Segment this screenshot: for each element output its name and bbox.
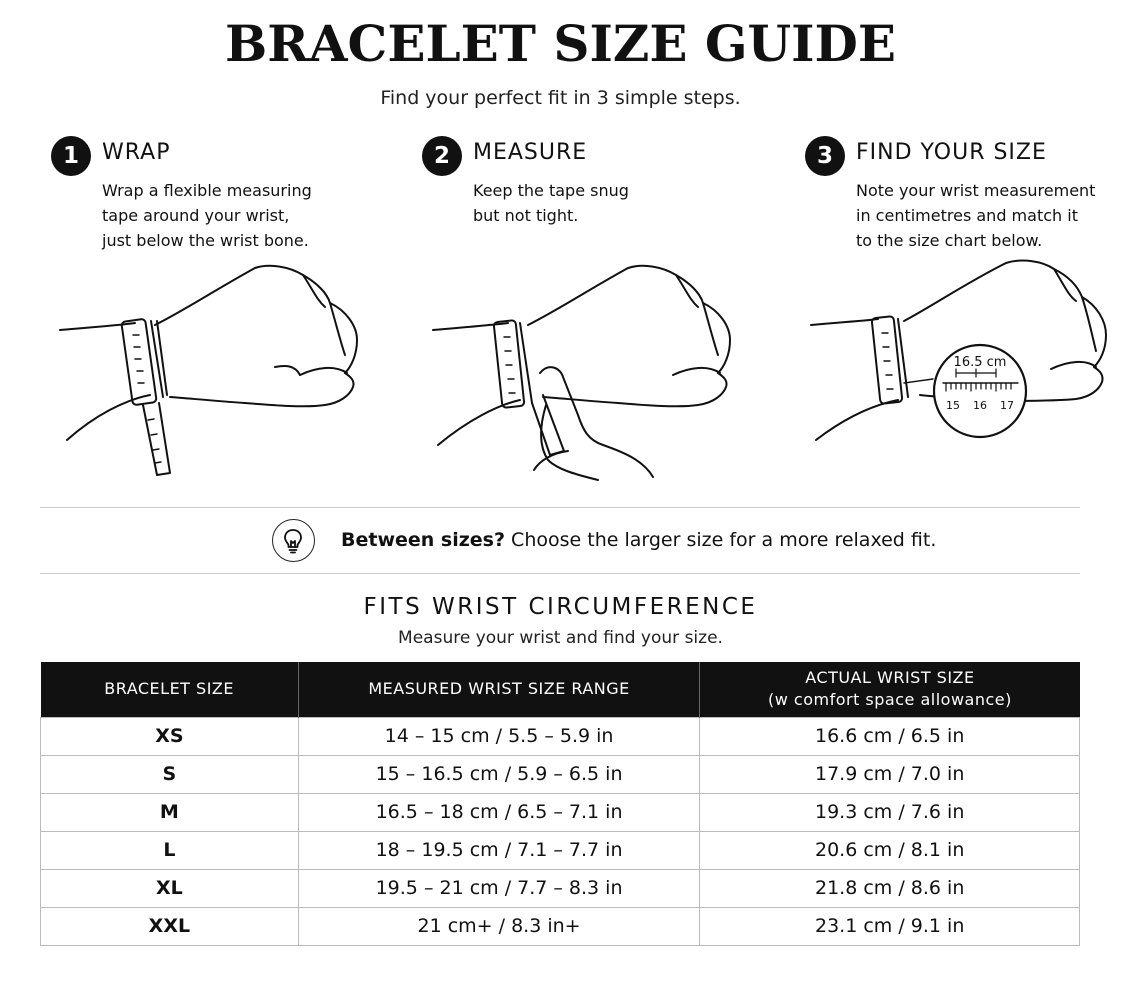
size-cell: XS [41,717,299,755]
section-title: FITS WRIST CIRCUMFERENCE [363,594,758,620]
size-cell: XL [41,869,299,907]
measured-range-cell: 19.5 – 21 cm / 7.7 – 8.3 in [298,869,700,907]
measured-range-cell: 18 – 19.5 cm / 7.1 – 7.7 in [298,831,700,869]
size-cell: M [41,793,299,831]
tip-text: Choose the larger size for a more relaxed fit. [505,529,937,551]
step-number-badge: 3 [805,136,845,176]
actual-size-cell: 23.1 cm / 9.1 in [700,907,1080,945]
wrist-size-illustration [808,255,1118,495]
column-header-actual-size-note: (w comfort space allowance) [767,690,1012,710]
step-description [102,178,352,253]
magnifier-reading: 16.5 cm [953,355,1007,370]
actual-size-cell: 16.6 cm / 6.5 in [700,717,1080,755]
step-description-line: just below the wrist bone. [102,231,309,250]
magnifier-tick-label: 16 [973,399,987,412]
lightbulb-icon [272,519,315,562]
divider [40,507,1080,508]
actual-size-cell: 20.6 cm / 8.1 in [700,831,1080,869]
actual-size-cell: 17.9 cm / 7.0 in [700,755,1080,793]
page-title: BRACELET SIZE GUIDE [224,14,897,73]
measured-range-cell: 21 cm+ / 8.3 in+ [298,907,700,945]
step-number-badge: 1 [51,136,91,176]
magnifier-tick-label: 17 [1000,399,1014,412]
table-row [41,831,1080,869]
column-header-actual-size [700,662,1080,717]
table-row [41,717,1080,755]
column-header-actual-size-title: ACTUAL WRIST SIZE [805,668,975,688]
actual-size-cell: 21.8 cm / 8.6 in [700,869,1080,907]
table-row [41,907,1080,945]
actual-size-cell: 19.3 cm / 7.6 in [700,793,1080,831]
column-header-measured-range: MEASURED WRIST SIZE RANGE [298,662,700,717]
step-description-line: Wrap a flexible measuring [102,181,312,200]
measured-range-cell: 16.5 – 18 cm / 6.5 – 7.1 in [298,793,700,831]
size-chart-table [40,662,1080,946]
wrist-measure-illustration [428,255,738,495]
table-header-row [41,662,1080,717]
table-row [41,755,1080,793]
step-description-line: in centimetres and match it [856,206,1078,225]
step-description-line: but not tight. [473,206,579,225]
column-header-bracelet-size: BRACELET SIZE [41,662,299,717]
size-cell: L [41,831,299,869]
tip-emphasis: Between sizes? [341,529,506,551]
section-subtitle: Measure your wrist and find your size. [398,628,723,648]
wrist-wrap-illustration [55,255,365,495]
table-row [41,793,1080,831]
step-description-line: Note your wrist measurement [856,181,1096,200]
step-description-line: to the size chart below. [856,231,1043,250]
sizing-tip [341,529,936,551]
magnifier-tick-label: 15 [946,399,960,412]
step-description [856,178,1106,253]
measured-range-cell: 14 – 15 cm / 5.5 – 5.9 in [298,717,700,755]
table-row [41,869,1080,907]
page-subtitle: Find your perfect fit in 3 simple steps. [380,87,741,109]
size-cell: XXL [41,907,299,945]
divider [40,573,1080,574]
step-heading: MEASURE [473,140,588,165]
step-description-line: Keep the tape snug [473,181,629,200]
step-description [473,178,723,228]
step-number-badge: 2 [422,136,462,176]
step-description-line: tape around your wrist, [102,206,290,225]
measured-range-cell: 15 – 16.5 cm / 5.9 – 6.5 in [298,755,700,793]
step-heading: WRAP [102,140,171,165]
step-heading: FIND YOUR SIZE [856,140,1047,165]
size-cell: S [41,755,299,793]
